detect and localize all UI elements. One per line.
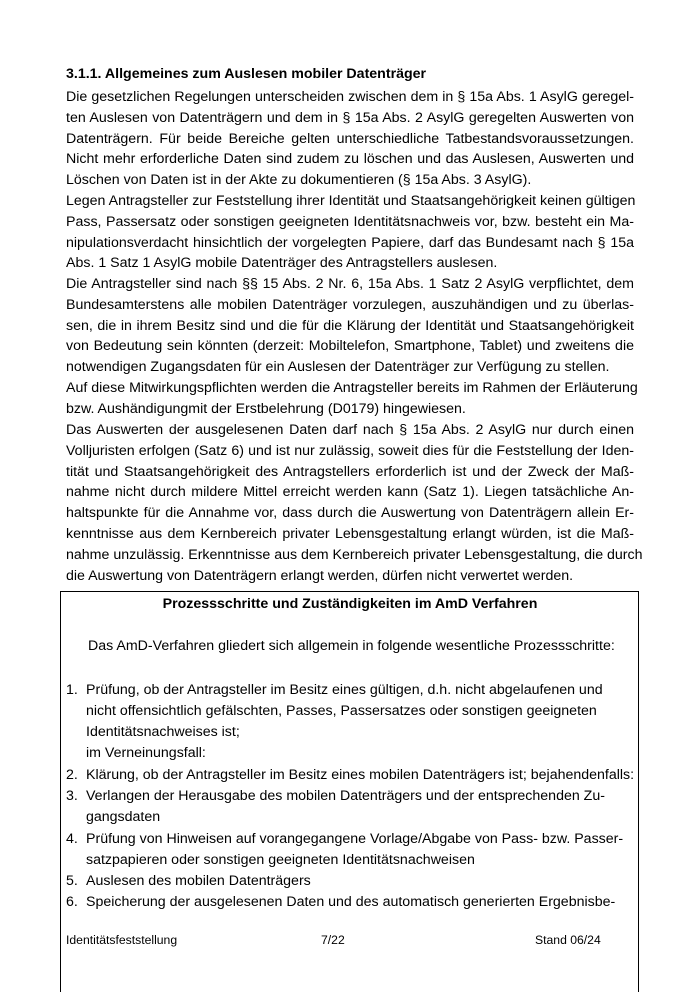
list-number: 3. bbox=[66, 788, 78, 804]
text-line: Löschen von Daten ist in der Akte zu dokumentieren (§ 15a Abs. 3 AsylG). bbox=[66, 172, 532, 189]
text-line: Pass, Passersatz oder sonstigen geeigneten Identitätsnachweis vor, bzw. besteht ein Ma- bbox=[66, 213, 634, 230]
text-line: Die gesetzlichen Regelungen unterscheiden zwischen dem in § 15a Abs. 1 AsylG geregel- bbox=[66, 89, 634, 105]
text-line: von Bedeutung sein könnten (derzeit: Mobiltelefon, Smartphone, Tablet) und zweitens die bbox=[66, 338, 634, 355]
text-line: kenntnisse aus dem Kernbereich privater Lebensgestaltung erlangt würden, ist die Maß- bbox=[66, 525, 634, 542]
paragraph-1 bbox=[66, 87, 634, 191]
text-line: ten Auslesen von Datenträgern und dem in § 15a Abs. 2 AsylG geregelten Auswerten von bbox=[66, 109, 634, 126]
section-heading: 3.1.1. Allgemeines zum Auslesen mobiler Datenträger bbox=[66, 66, 427, 82]
list-item-line: gangsdaten bbox=[86, 809, 161, 825]
text-line: Volljuristen erfolgen (Satz 6) und ist nur zulässig, soweit dies für die Feststellung der Iden- bbox=[66, 442, 634, 459]
text-line: Nicht mehr erforderliche Daten sind zudem zu löschen und das Auslesen, Auswerten und bbox=[66, 151, 634, 168]
box-intro: Das AmD-Verfahren gliedert sich allgemein in folgende wesentliche Prozessschritte: bbox=[88, 638, 615, 654]
list-item bbox=[66, 829, 636, 871]
text-line: Legen Antragsteller zur Feststellung ihrer Identität und Staatsangehörigkeit keinen gültigen bbox=[66, 193, 636, 209]
text-line: Auf diese Mitwirkungspflichten werden die Antragsteller bereits im Rahmen der Erläuterung bbox=[66, 380, 638, 396]
list-item-line: Klärung, ob der Antragsteller im Besitz eines mobilen Datenträgers ist; bejahendenfalls: bbox=[86, 767, 635, 783]
text-line: haltspunkte für die Annahme vor, dass durch die Auswertung von Datenträgern allein Er- bbox=[66, 505, 634, 522]
list-item-line: im Verneinungsfall: bbox=[86, 745, 206, 761]
footer-left: Identitätsfeststellung bbox=[66, 933, 178, 947]
list-item-line: Verlangen der Herausgabe des mobilen Datenträgers und der entsprechenden Zu- bbox=[86, 788, 605, 804]
list-number: 5. bbox=[66, 873, 78, 889]
text-line: Abs. 1 Satz 1 AsylG mobile Datenträger des Antragstellers auslesen. bbox=[66, 255, 498, 272]
list-item-line: nicht offensichtlich gefälschten, Passes, Passersatzes oder sonstigen geeigneten bbox=[86, 703, 597, 719]
list-item-line: Prüfung von Hinweisen auf vorangegangene Vorlage/Abgabe von Pass- bzw. Passer- bbox=[86, 831, 624, 847]
box-title: Prozessschritte und Zuständigkeiten im AmD Verfahren bbox=[162, 596, 538, 612]
text-line: Bundesamterstens alle mobilen Datenträger vorzulegen, auszuhändigen und zu überlas- bbox=[66, 296, 634, 313]
paragraph-3 bbox=[66, 274, 634, 378]
footer-page-number: 7/22 bbox=[321, 933, 345, 947]
text-line: Datenträgern. Für beide Bereiche gelten unterschiedliche Tatbestandsvoraussetzungen. bbox=[66, 130, 634, 147]
paragraph-5 bbox=[66, 420, 643, 586]
list-number: 1. bbox=[66, 682, 78, 698]
list-item bbox=[66, 680, 636, 764]
text-line: notwendigen Zugangsdaten für ein Auslesen der Datenträger zur Verfügung zu stellen. bbox=[66, 359, 610, 376]
text-line: nahme unzulässig. Erkenntnisse aus dem Kernbereich privater Lebensgestaltung, die durch bbox=[66, 546, 643, 563]
list-number: 4. bbox=[66, 831, 78, 847]
paragraph-2 bbox=[66, 191, 634, 274]
list-item-line: Speicherung der ausgelesenen Daten und des automatisch generierten Ergebnisbe- bbox=[86, 894, 616, 910]
list-item-line: satzpapieren oder sonstigen geeigneten Identitätsnachweisen bbox=[86, 852, 475, 868]
list-item bbox=[66, 892, 636, 913]
list-item bbox=[66, 786, 636, 828]
list-number: 6. bbox=[66, 894, 78, 910]
list-item bbox=[66, 871, 636, 892]
text-line: tität und Staatsangehörigkeit des Antragstellers erforderlich ist und der Zweck der Maß- bbox=[66, 463, 634, 480]
text-line: nipulationsverdacht hinsichtlich der vorgelegten Papiere, darf das Bundesamt nach § 15a bbox=[66, 234, 634, 251]
text-line: sen, die in ihrem Besitz sind und die für die Klärung der Identität und Staatsangehörigkeit bbox=[66, 317, 634, 334]
text-line: Die Antragsteller sind nach §§ 15 Abs. 2 Nr. 6, 15a Abs. 1 Satz 2 AsylG verpflichtet, dem bbox=[66, 276, 634, 292]
list-item-line: Prüfung, ob der Antragsteller im Besitz eines gültigen, d.h. nicht abgelaufenen und bbox=[86, 682, 603, 698]
paragraph-4 bbox=[66, 378, 638, 420]
list-item bbox=[66, 765, 636, 786]
text-line: Das Auswerten der ausgelesenen Daten darf nach § 15a Abs. 2 AsylG nur durch einen bbox=[66, 422, 634, 438]
list-item-line: Auslesen des mobilen Datenträgers bbox=[86, 873, 311, 889]
text-line: nahme nicht durch mildere Mittel erreicht werden kann (Satz 1). Liegen tatsächliche An- bbox=[66, 484, 634, 501]
list-number: 2. bbox=[66, 767, 78, 783]
text-line: bzw. Aushändigungmit der Erstbelehrung (D0179) hingewiesen. bbox=[66, 400, 466, 417]
list-item-line: Identitätsnachweises ist; bbox=[86, 724, 240, 740]
text-line: die Auswertung von Datenträgern erlangt werden, dürfen nicht verwertet werden. bbox=[66, 567, 574, 584]
footer-right: Stand 06/24 bbox=[535, 933, 601, 947]
